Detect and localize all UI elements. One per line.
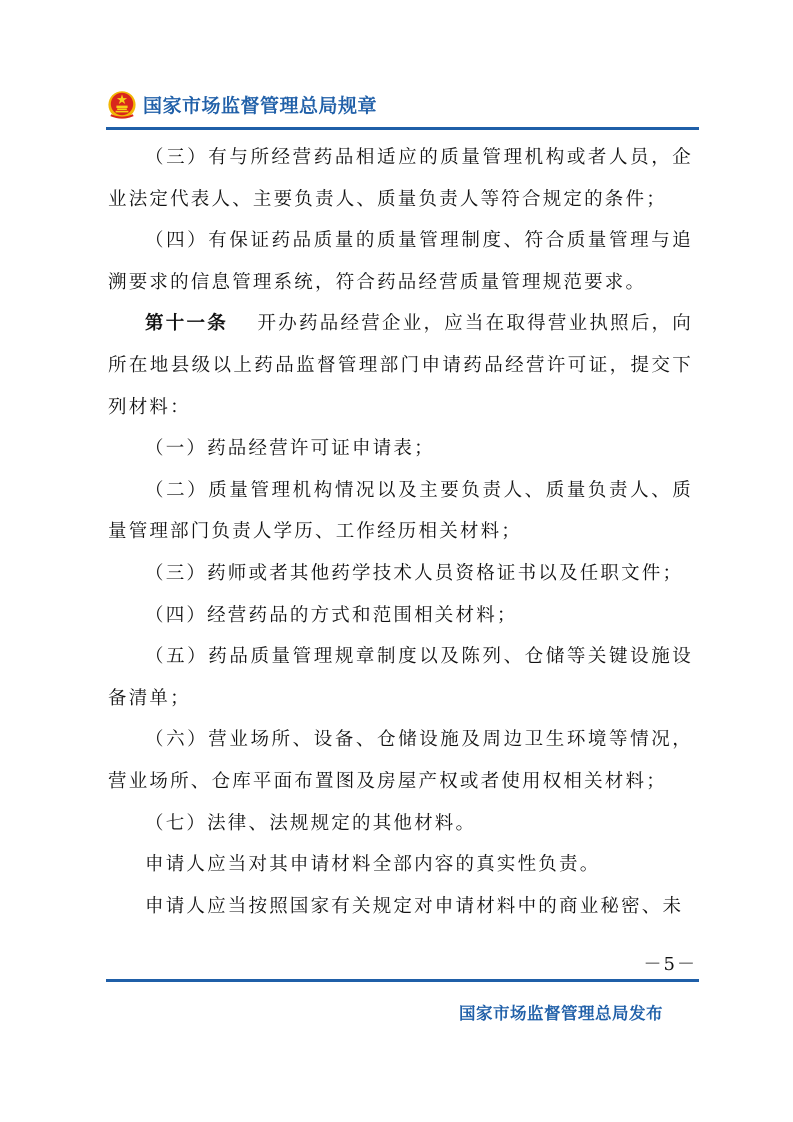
paragraph: （三）有与所经营药品相适应的质量管理机构或者人员，企业法定代表人、主要负责人、质量负责人等符合规定的条件； [108,147,693,210]
article-text: 开办药品经营企业，应当在取得营业执照后，向所在地县级以上药品监督管理部门申请药品经营许可证，提交下列材料： [108,313,693,418]
footer-rule [106,979,699,982]
document-body [108,137,693,927]
article-label: 第十一条 [145,313,228,335]
national-emblem-icon [106,88,138,120]
paragraph: （七）法律、法规规定的其他材料。 [145,812,477,834]
page-number: －5－ [643,954,697,975]
paragraph: （三）药师或者其他药学技术人员资格证书以及任职文件； [145,562,684,584]
paragraph: 申请人应当按照国家有关规定对申请材料中的商业秘密、未 [145,895,684,917]
paragraph: （四）经营药品的方式和范围相关材料； [145,604,518,626]
paragraph: （五）药品质量管理规章制度以及陈列、仓储等关键设施设备清单； [108,646,693,709]
paragraph: （四）有保证药品质量的质量管理制度、符合质量管理与追溯要求的信息管理系统，符合药品经营质量管理规范要求。 [108,230,693,293]
article-paragraph [108,303,693,428]
page-header [106,84,377,124]
paragraph: （二）质量管理机构情况以及主要负责人、质量负责人、质量管理部门负责人学历、工作经历相关材料； [108,479,693,543]
footer-publisher: 国家市场监督管理总局发布 [459,1004,663,1023]
paragraph: （六）营业场所、设备、仓储设施及周边卫生环境等情况，营业场所、仓库平面布置图及房屋产权或者使用权相关材料； [108,729,693,792]
header-rule [106,127,699,130]
paragraph: （一）药品经营许可证申请表； [145,438,435,460]
paragraph: 申请人应当对其申请材料全部内容的真实性负责。 [145,854,601,876]
header-title: 国家市场监督管理总局规章 [143,94,378,117]
